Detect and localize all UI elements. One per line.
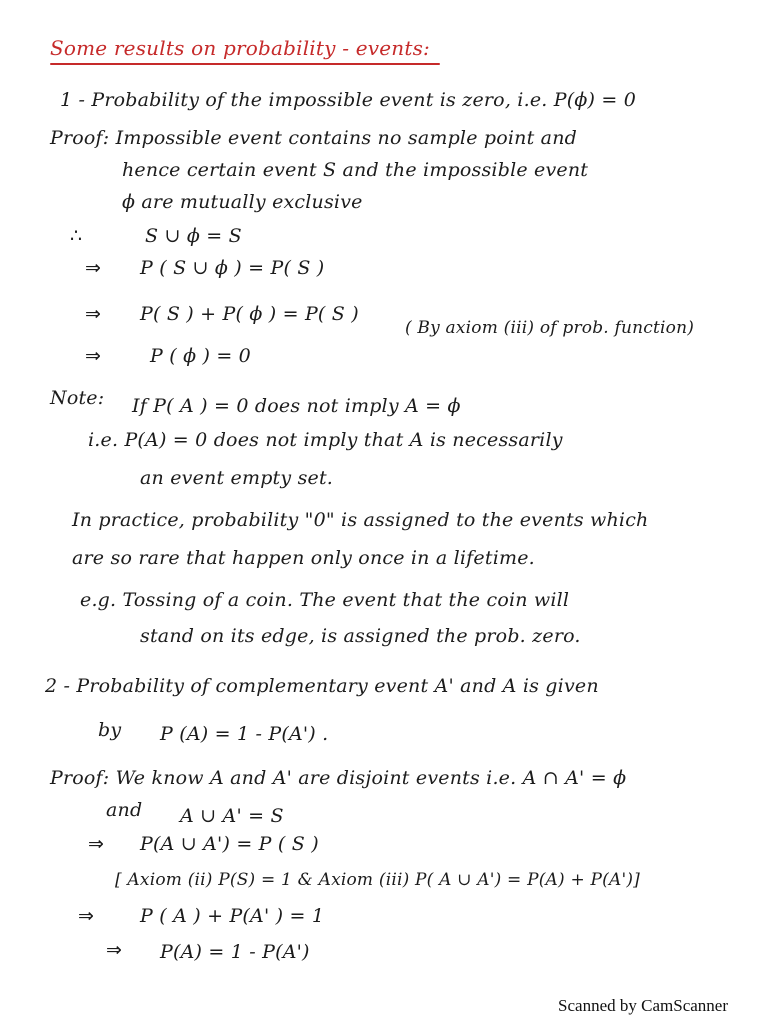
- note-label: Note:: [50, 387, 105, 409]
- note-line-c: an event empty set.: [140, 467, 334, 489]
- title-underline: [50, 63, 440, 65]
- implies-arrow: ⇒: [85, 345, 102, 367]
- proof-1-line-c: ϕ are mutually exclusive: [122, 191, 363, 213]
- equation-3: P( S ) + P( ϕ ) = P( S ): [140, 303, 359, 325]
- axiom-note: ( By axiom (iii) of prob. function): [405, 318, 695, 338]
- proof-2-equation-1: A ∪ A' = S: [180, 805, 284, 827]
- equation-4: P ( ϕ ) = 0: [150, 345, 251, 367]
- proof-2-equation-3: P ( A ) + P(A' ) = 1: [140, 905, 325, 927]
- example-line-b: stand on its edge, is assigned the prob. zero.: [140, 625, 581, 647]
- therefore-symbol: ∴: [70, 225, 83, 247]
- proof-1-line-b: hence certain event S and the impossible event: [122, 159, 589, 181]
- practice-line-a: In practice, probability "0" is assigned to the events which: [72, 509, 649, 531]
- implies-arrow: ⇒: [78, 905, 95, 927]
- result-2-by: by: [98, 719, 122, 741]
- proof-1-line-a: Proof: Impossible event contains no sample point and: [50, 127, 578, 149]
- implies-arrow: ⇒: [88, 833, 105, 855]
- result-2-equation: P (A) = 1 - P(A') .: [160, 723, 329, 745]
- note-line-a: If P( A ) = 0 does not imply A = ϕ: [132, 395, 461, 417]
- implies-arrow: ⇒: [85, 303, 102, 325]
- equation-2: P ( S ∪ ϕ ) = P( S ): [140, 257, 325, 279]
- proof-2-and: and: [106, 799, 143, 821]
- note-line-b: i.e. P(A) = 0 does not imply that A is necessarily: [88, 429, 563, 451]
- example-line-a: e.g. Tossing of a coin. The event that the coin will: [80, 589, 570, 611]
- implies-arrow: ⇒: [85, 257, 102, 279]
- proof-2-equation-4: P(A) = 1 - P(A'): [160, 941, 310, 963]
- result-2-heading: 2 - Probability of complementary event A' and A is given: [45, 675, 599, 697]
- equation-1: S ∪ ϕ = S: [145, 225, 242, 247]
- axiom-line: [ Axiom (ii) P(S) = 1 & Axiom (iii) P( A ∪ A') = P(A) + P(A')]: [115, 870, 640, 890]
- practice-line-b: are so rare that happen only once in a lifetime.: [72, 547, 535, 569]
- proof-2-equation-2: P(A ∪ A') = P ( S ): [140, 833, 319, 855]
- page-title: Some results on probability - events:: [50, 36, 430, 60]
- proof-2-line-a: Proof: We know A and A' are disjoint events i.e. A ∩ A' = ϕ: [50, 767, 627, 789]
- scanner-watermark: Scanned by CamScanner: [558, 996, 728, 1015]
- result-1-heading: 1 - Probability of the impossible event is zero, i.e. P(ϕ) = 0: [60, 89, 636, 111]
- implies-arrow: ⇒: [106, 939, 123, 961]
